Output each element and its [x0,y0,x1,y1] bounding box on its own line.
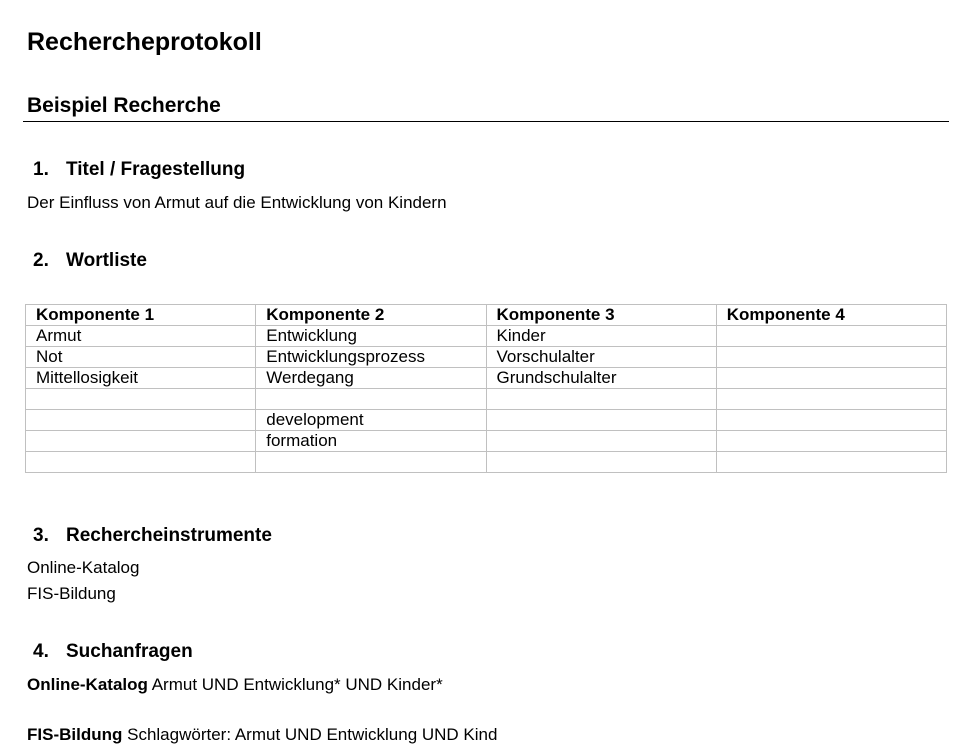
table-cell: Entwicklungsprozess [256,347,486,368]
table-row [26,347,947,368]
query-text: Schlagwörter: Armut UND Entwicklung UND Kind [127,725,498,744]
table-cell [256,452,486,473]
section-heading-text: Titel / Fragestellung [66,159,246,180]
table-header-row [26,305,947,326]
table-cell [486,410,716,431]
column-header: Komponente 1 [26,305,256,326]
table-cell [716,452,946,473]
instrument-item: FIS-Bildung [27,584,116,603]
table-cell: Kinder [486,326,716,347]
table-cell [486,389,716,410]
section-heading-1 [33,158,245,182]
section-number: 1. [33,159,49,180]
section-heading-3 [33,524,272,548]
table-cell [716,347,946,368]
section-heading-text: Rechercheinstrumente [66,525,272,546]
table-cell: formation [256,431,486,452]
table-cell [26,452,256,473]
table-cell: Mittellosigkeit [26,368,256,389]
table-cell: Vorschulalter [486,347,716,368]
research-question: Der Einfluss von Armut auf die Entwicklung von Kindern [27,193,447,212]
table-cell [486,452,716,473]
table-cell [26,431,256,452]
table-cell [716,368,946,389]
document-subtitle: Beispiel Recherche [27,94,221,117]
table-row [26,368,947,389]
table-cell [716,431,946,452]
table-cell [26,410,256,431]
table-row [26,431,947,452]
column-header: Komponente 4 [716,305,946,326]
section-heading-text: Suchanfragen [66,641,193,662]
section-number: 4. [33,641,49,662]
table-row [26,410,947,431]
table-row [26,389,947,410]
search-query [27,674,443,696]
heading-divider [23,121,949,122]
section-heading-text: Wortliste [66,250,147,271]
section-heading-2 [33,249,147,273]
table-cell: Armut [26,326,256,347]
table-cell: Not [26,347,256,368]
table-cell [256,389,486,410]
table-cell [26,389,256,410]
table-cell: Grundschulalter [486,368,716,389]
section-number: 3. [33,525,49,546]
column-header: Komponente 3 [486,305,716,326]
section-heading-4 [33,640,193,664]
instrument-item: Online-Katalog [27,558,140,577]
query-text: Armut UND Entwicklung* UND Kinder* [151,675,443,694]
search-query [27,724,497,746]
document-title: Rechercheprotokoll [27,28,262,56]
table-cell [486,431,716,452]
query-source-label: FIS-Bildung [27,725,123,744]
table-cell [716,389,946,410]
table-row [26,326,947,347]
section-number: 2. [33,250,49,271]
table-cell: Entwicklung [256,326,486,347]
table-cell [716,410,946,431]
query-source-label: Online-Katalog [27,675,148,694]
table-cell: Werdegang [256,368,486,389]
column-header: Komponente 2 [256,305,486,326]
table-row [26,452,947,473]
table-cell [716,326,946,347]
table-cell: development [256,410,486,431]
wortliste-table [25,304,947,473]
